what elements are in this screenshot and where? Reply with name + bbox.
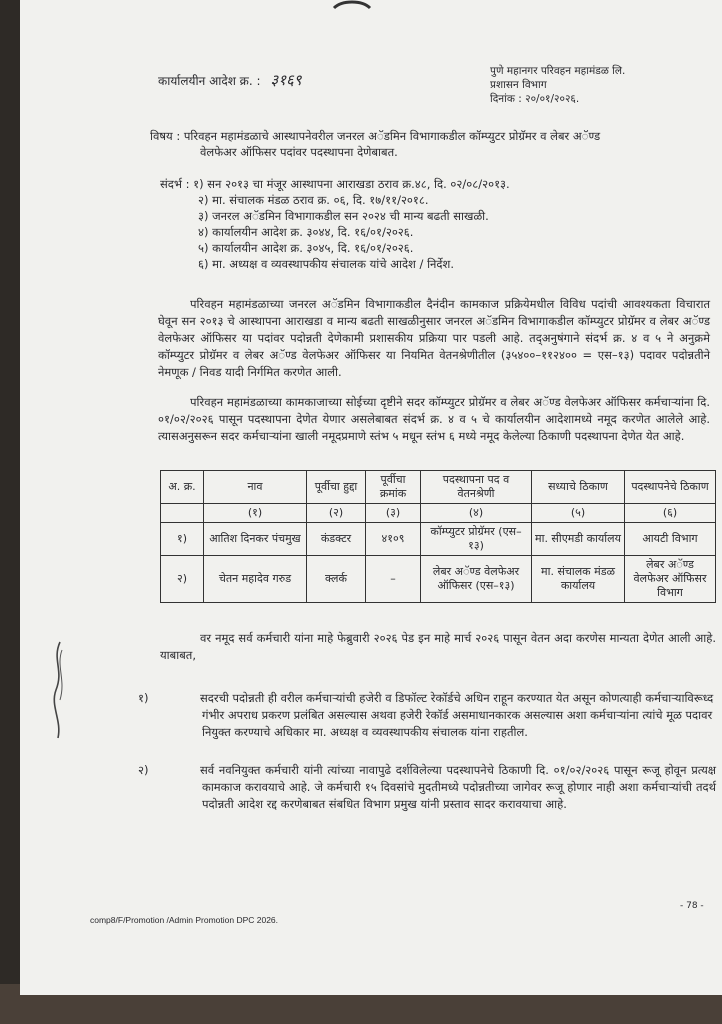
table-cell: (२) — [307, 504, 366, 523]
references-block — [160, 176, 510, 272]
point-1-number: १) — [138, 691, 149, 705]
org-department: प्रशासन विभाग — [490, 79, 547, 91]
page-number: - 78 - — [680, 901, 704, 911]
table-colnum-row — [161, 504, 716, 523]
table-cell: मा. संचालक मंडळ कार्यालय — [532, 556, 625, 603]
reference-item: ६) मा. अध्यक्ष व व्यवस्थापकीय संचालक यांचे आदेश / निर्देश. — [198, 257, 455, 271]
table-cell: ४१०९ — [366, 523, 421, 556]
reference-item: ३) जनरल अॅडमिन विभागाकडील सन २०२४ ची मान्य बढती साखळी. — [198, 209, 489, 223]
table-header: पदस्थापनेचे ठिकाण — [625, 471, 716, 504]
org-name: पुणे महानगर परिवहन महामंडळ लि. — [490, 65, 626, 77]
reference-item: २) मा. संचालक मंडळ ठराव क्र. ०६, दि. १७/११/२०१८. — [198, 193, 429, 207]
table-cell: कंडक्टर — [307, 523, 366, 556]
table-cell: चेतन महादेव गरुड — [204, 556, 307, 603]
table-header: पदस्थापना पद व वेतनश्रेणी — [421, 471, 532, 504]
point-2-text: सर्व नवनियुक्त कर्मचारी यांनी त्यांच्या नावापुढे दर्शविलेल्या पदस्थापनेचे ठिकाणी दि. ०१/०२/२०२६ पासून रूजू होवून प्रत्यक्ष कामकाज करावयाचे आहे. जे कर्मचारी १५ दिवसांचे मुदतीमध्ये पदोन्नतीच्या जागेवर रूजू होणार नाही अशा कर्मचाऱ्यांची तदर्थ पदोन्नती आदेश रद्द करणेबाबत संबधित विभाग प्रमुख यांनी प्रस्ताव सादर करावयाचा आहे. — [200, 763, 716, 811]
table-cell: (५) — [532, 504, 625, 523]
reference-item: ४) कार्यालयीन आदेश क्र. ३०४४, दि. १६/०१/२०२६. — [198, 225, 414, 239]
table-cell: – — [366, 556, 421, 603]
table-cell: आयटी विभाग — [625, 523, 716, 556]
reference-text: १) सन २०१३ चा मंजूर आस्थापना आराखडा ठराव क्र.४८, दि. ०२/०८/२०१३. — [193, 177, 510, 191]
reference-item: ५) कार्यालयीन आदेश क्र. ३०४५, दि. १६/०१/२०२६. — [198, 241, 414, 255]
organization-block — [490, 64, 625, 106]
table-cell: आतिश दिनकर पंचमुख — [204, 523, 307, 556]
posting-table — [160, 470, 716, 603]
point-1 — [138, 690, 716, 741]
margin-scribble-icon — [48, 640, 68, 740]
reference-item — [160, 176, 510, 192]
order-label: कार्यालयीन आदेश क्र. : — [158, 74, 261, 88]
table-cell: १) — [161, 523, 204, 556]
point-1-body — [138, 690, 716, 741]
table-cell: (४) — [421, 504, 532, 523]
subject-block — [150, 128, 690, 160]
order-number-block — [158, 72, 302, 89]
table-row — [161, 523, 716, 556]
date-label: दिनांक : — [490, 93, 522, 105]
top-scribble-icon — [332, 0, 372, 10]
table-header: सध्याचे ठिकाण — [532, 471, 625, 504]
table-cell: मा. सीएमडी कार्यालय — [532, 523, 625, 556]
point-2 — [138, 762, 716, 813]
order-date — [490, 92, 625, 106]
paragraph-3: वर नमूद सर्व कर्मचारी यांना माहे फेब्रुवारी २०२६ पेड इन माहे मार्च २०२६ पासून वेतन अदा करणेस मान्यता देणेत आली आहे. याबाबत, — [160, 631, 716, 662]
point-1-text: सदरची पदोन्नती ही वरील कर्मचाऱ्यांची हजेरी व डिफॉल्ट रेकॉर्डचे अधिन राहून करण्यात येत असून कोणत्याही कर्मचाऱ्याविरूध्द गंभीर अपराध प्रकरण प्रलंबित असल्यास अथवा हजेरी रेकॉर्ड असमाधानकारक असल्यास अशा कर्मचाऱ्यांना त्यांचे मूळ पदावर नियुक्त करण्याचे अधिकार मा. अध्यक्ष व व्यवस्थापकीय संचालक यांना राहतील. — [200, 691, 714, 739]
point-2-body — [138, 762, 716, 813]
table-cell: (६) — [625, 504, 716, 523]
table-header-row — [161, 471, 716, 504]
order-number: ३१६९ — [270, 71, 302, 89]
table-cell: क्लर्क — [307, 556, 366, 603]
table-header: पूर्वीचा क्रमांक — [366, 471, 421, 504]
table-cell: २) — [161, 556, 204, 603]
subject-line-2: वेलफेअर ऑफिसर पदांवर पदस्थापना देणेबाबत. — [200, 145, 398, 159]
table-row — [161, 556, 716, 603]
table-cell: कॉम्प्युटर प्रोग्रॅमर (एस–१३) — [421, 523, 532, 556]
references-label: संदर्भ : — [160, 177, 190, 191]
table-cell: लेबर अॅण्ड वेलफेअर ऑफिसर विभाग — [625, 556, 716, 603]
point-2-number: २) — [138, 763, 149, 777]
document-page — [20, 0, 722, 995]
paragraph-2: परिवहन महामंडळाच्या कामकाजाच्या सोईच्या दृष्टीने सदर कॉम्प्युटर प्रोग्रॅमर व लेबर अॅण्ड वेलफेअर ऑफिसर कर्मचाऱ्यांना दि. ०१/०२/२०२६ पासून पदस्थापना देणेत येणार असलेबाबत संदर्भ क्र. ४ व ५ चे कार्यालयीन आदेशामध्ये नमूद करणेत आलेले आहे. त्यासअनुसरून सदर कर्मचाऱ्यांना खाली नमूदप्रमाणे स्तंभ ५ मधून स्तंभ ६ मध्ये नमूद केलेल्या ठिकाणी पदस्थापना देणेत येत आहे. — [158, 395, 710, 443]
date-value: २०/०१/२०२६. — [525, 93, 580, 105]
subject-line-1: विषय : परिवहन महामंडळाचे आस्थापनेवरील जनरल अॅडमिन विभागाकडील कॉम्प्युटर प्रोग्रॅमर व लेबर अॅण्ड — [150, 129, 601, 143]
table-header: पूर्वीचा हुद्दा — [307, 471, 366, 504]
table-cell — [161, 504, 204, 523]
file-reference: comp8/F/Promotion /Admin Promotion DPC 2026. — [90, 915, 279, 925]
paragraph-1: परिवहन महामंडळाच्या जनरल अॅडमिन विभागाकडील दैनंदीन कामकाज प्रक्रियेमधील विविध पदांची आवश्यकता विचारात घेवून सन २०१३ चे आस्थापना आराखडा व मान्य बढती साखळीनुसार जनरल अॅडमिन विभागाकडील कॉम्प्युटर प्रोग्रॅमर व लेबर अॅण्ड वेलफेअर ऑफिसर या पदांवर पदोन्नती देणेकामी प्रशासकीय प्रक्रिया पार पडली आहे. तद्अनुषंगाने संदर्भ क्र. ४ व ५ ने अनुक्रमे कॉम्प्युटर प्रोग्रॅमर व लेबर अॅण्ड वेलफेअर ऑफिसर या नियमित वेतनश्रेणीतील (३५४००–११२४०० = एस–१३) पदावर पदोन्नतीने नेमणूक / निवड यादी निर्गमित करणेत आली. — [158, 297, 710, 379]
table-header: नाव — [204, 471, 307, 504]
table-cell: (३) — [366, 504, 421, 523]
table-header: अ. क्र. — [161, 471, 204, 504]
table-cell: (१) — [204, 504, 307, 523]
table-cell: लेबर अॅण्ड वेलफेअर ऑफिसर (एस–१३) — [421, 556, 532, 603]
